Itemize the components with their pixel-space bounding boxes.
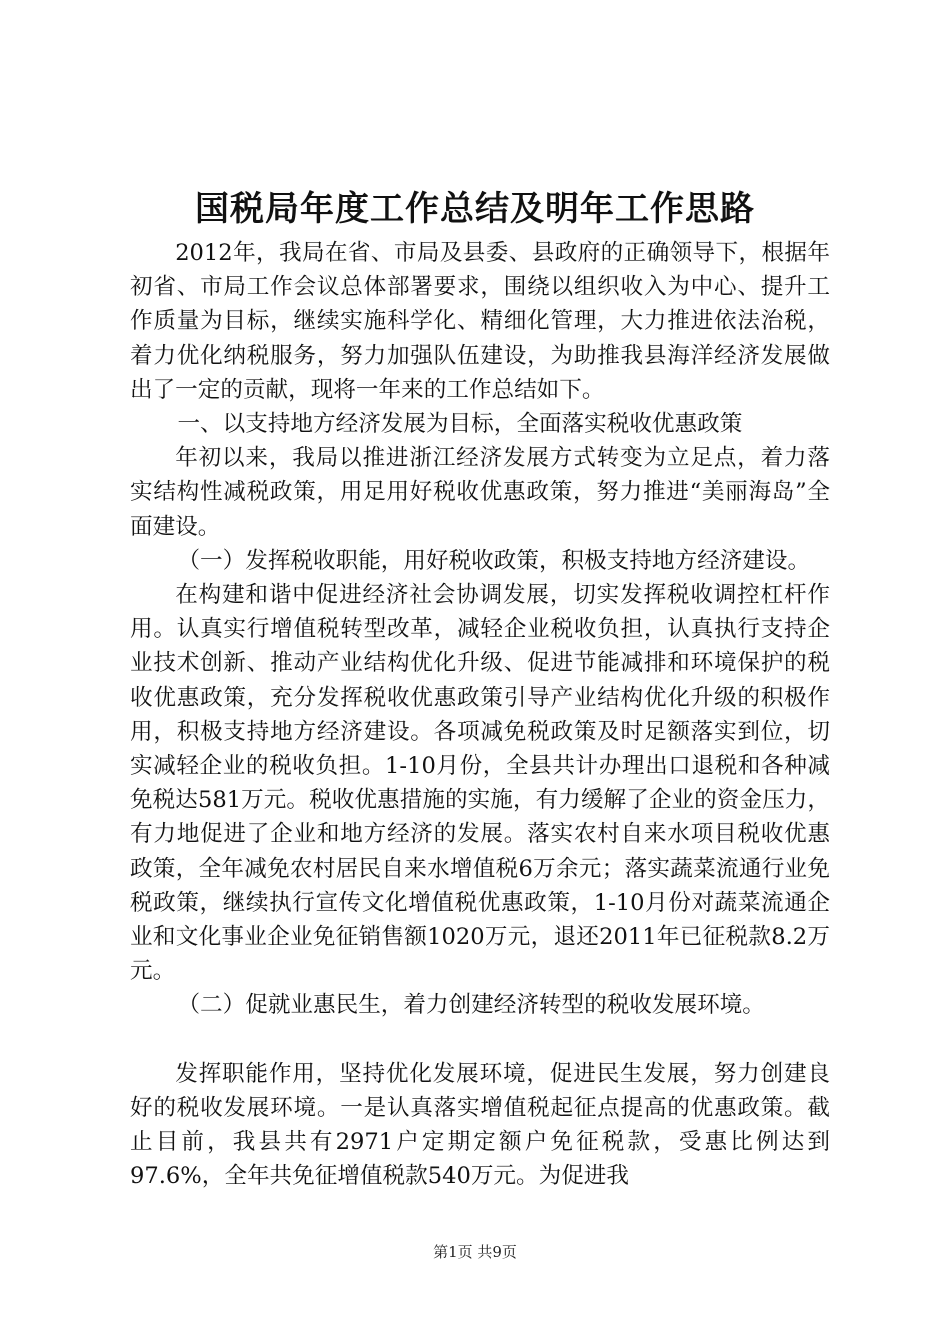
paragraph-intro: 2012年，我局在省、市局及县委、县政府的正确领导下，根据年初省、市局工作会议总体部署要求，围绕以组织收入为中心、提升工作质量为目标，继续实施科学化、精细化管理，大力推进依法治税，着力优化纳税服务，努力加强队伍建设，为助推我县海洋经济发展做出了一定的贡献，现将一年来的工作总结如下。 [130, 240, 830, 403]
document-body [130, 236, 830, 1193]
section-heading-1: 一、以支持地方经济发展为目标，全面落实税收优惠政策 [177, 411, 743, 438]
subsection-heading-1: （一）发挥税收职能，用好税收政策，积极支持地方经济建设。 [177, 547, 811, 574]
subsection-heading-2: （二）促就业惠民生，着力创建经济转型的税收发展环境。 [177, 992, 765, 1019]
paragraph-section-1: 年初以来，我局以推进浙江经济发展方式转变为立足点，着力落实结构性减税政策，用足用好税收优惠政策，努力推进“美丽海岛”全面建设。 [130, 445, 830, 540]
paragraph-subsection-1: 在构建和谐中促进经济社会协调发展，切实发挥税收调控杠杆作用。认真实行增值税转型改革，减轻企业税收负担，认真执行支持企业技术创新、推动产业结构优化升级、促进节能减排和环境保护的税收优惠政策，充分发挥税收优惠政策引导产业结构优化升级的积极作用，积极支持地方经济建设。各项减免税政策及时足额落实到位，切实减轻企业的税收负担。1-10月份，全县共计办理出口退税和各种减免税达581万元。税收优惠措施的实施，有力缓解了企业的资金压力，有力地促进了企业和地方经济的发展。落实农村自来水项目税收优惠政策，全年减免农村居民自来水增值税6万余元；落实蔬菜流通行业免税政策，继续执行宣传文化增值税优惠政策，1-10月份对蔬菜流通企业和文化事业企业免征销售额1020万元，退还2011年已征税款8.2万元。 [130, 582, 830, 985]
page-footer: 第1页 共9页 [433, 1243, 517, 1261]
document-title: 国税局年度工作总结及明年工作思路 [195, 189, 755, 229]
paragraph-subsection-2: 发挥职能作用，坚持优化发展环境，促进民生发展，努力创建良好的税收发展环境。一是认真落实增值税起征点提高的优惠政策。截止目前，我县共有2971户定期定额户免征税款，受惠比例达到97.6%，全年共免征增值税款540万元。为促进我 [130, 1060, 830, 1190]
